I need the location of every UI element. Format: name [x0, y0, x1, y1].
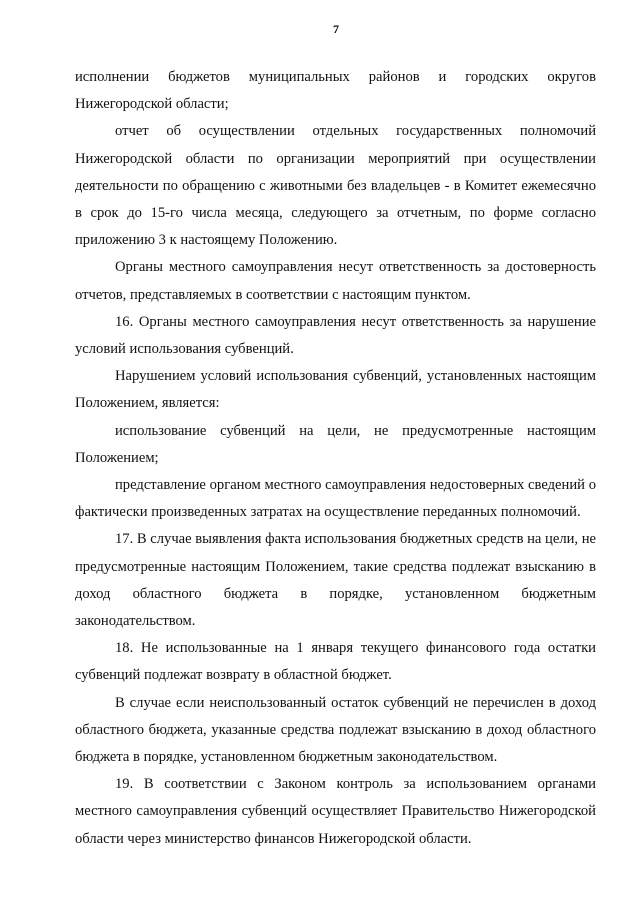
paragraph-4: 16. Органы местного самоуправления несут ответственность за нарушение условий использования субвенций.: [75, 313, 596, 358]
document-body: [75, 64, 596, 853]
paragraph-9: 18. Не использованные на 1 января текущего финансового года остатки субвенций подлежат возврату в областной бюджет.: [75, 640, 596, 684]
paragraph-5: Нарушением условий использования субвенций, установленных настоящим Положением, является:: [75, 368, 596, 412]
paragraph-1: исполнении бюджетов муниципальных районов и городских округов Нижегородской области;: [75, 69, 596, 113]
paragraph-6: использование субвенций на цели, не предусмотренные настоящим Положением;: [75, 422, 596, 466]
paragraph-8: 17. В случае выявления факта использования бюджетных средств на цели, не предусмотренные настоящим Положением, такие средства подлежат взысканию в доход областного бюджета в порядке, установленном бюджетным законодательством.: [75, 531, 597, 630]
paragraph-3: Органы местного самоуправления несут ответственность за достоверность отчетов, представляемых в соответствии с настоящим пунктом.: [75, 259, 596, 303]
page-number: 7: [333, 22, 339, 36]
paragraph-10: В случае если неиспользованный остаток субвенций не перечислен в доход областного бюджета, указанные средства подлежат взысканию в доход областного бюджета в порядке, установленном бюджетным законодательством.: [75, 694, 596, 766]
paragraph-2: отчет об осуществлении отдельных государственных полномочий Нижегородской области по организации мероприятий при осуществлении деятельности по обращению с животными без владельцев - в Комитет ежемесячно в срок до 15-го числа месяца, следующего за отчетным, по форме согласно приложению 3 к настоящему Положению.: [75, 123, 596, 249]
paragraph-11: 19. В соответствии с Законом контроль за использованием органами местного самоуправления субвенций осуществляет Правительство Нижегородской области через министерство финансов Нижегородской области.: [75, 776, 596, 847]
paragraph-7: представление органом местного самоуправления недостоверных сведений о фактически произведенных затратах на осуществление переданных полномочий.: [75, 477, 596, 521]
